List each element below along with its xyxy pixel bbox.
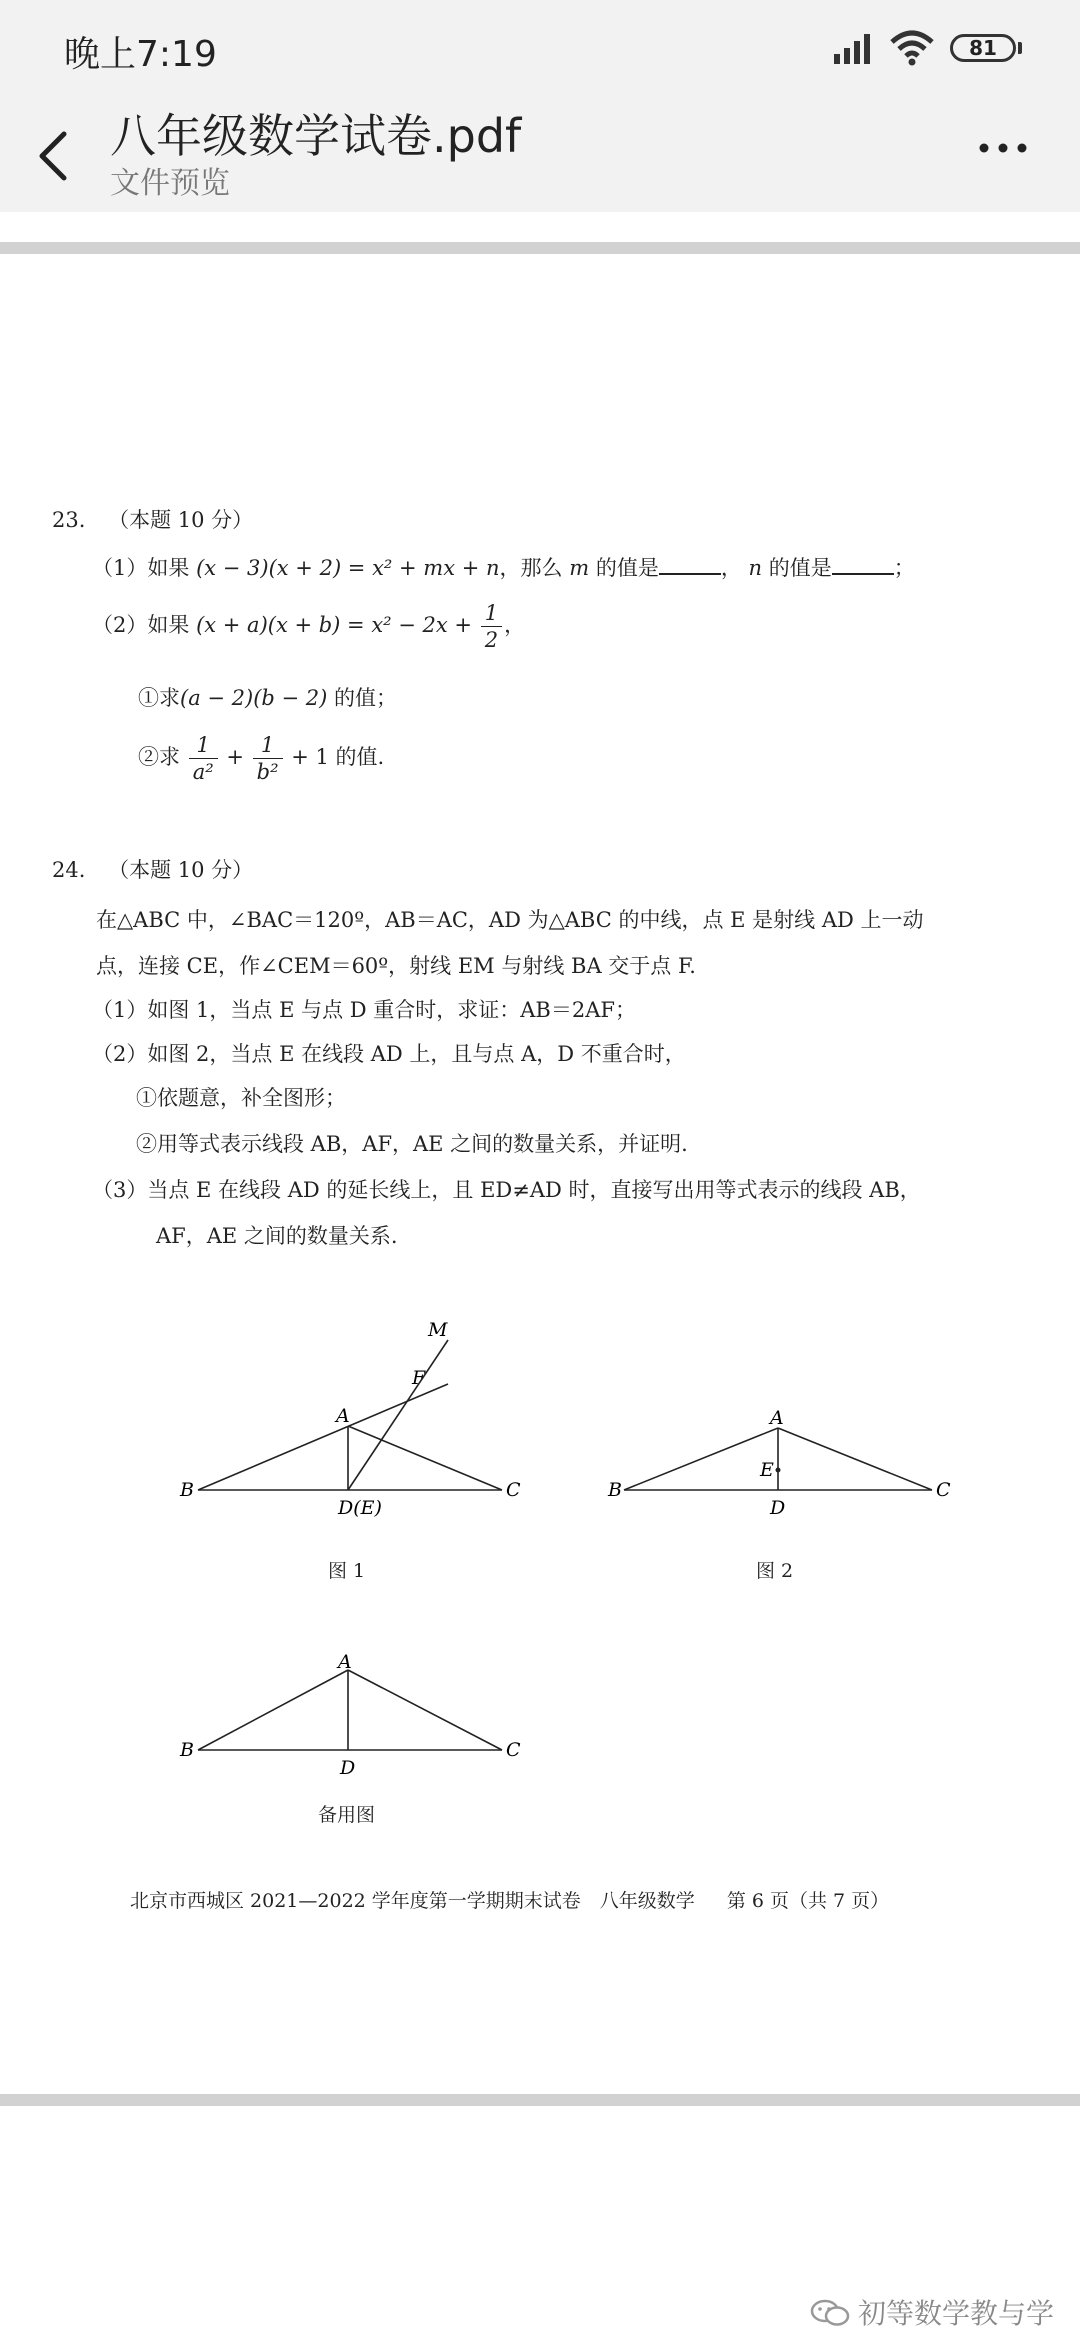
signal-icon <box>832 30 878 64</box>
footer-page-number: 第 6 页（共 7 页） <box>726 1890 890 1912</box>
q23-p2-denominator: 2 <box>484 628 499 652</box>
fig3-label-b: B <box>180 1739 194 1761</box>
battery-tip <box>1018 42 1022 54</box>
q23-p1-var-n: n <box>748 556 763 580</box>
q23-title <box>52 504 253 534</box>
fig1-label-d: D(E) <box>338 1497 382 1519</box>
q23-s2-numerator-a: 1 <box>189 732 218 759</box>
figure-2-diagram <box>600 1376 960 1519</box>
fig3-label-c: C <box>506 1739 521 1761</box>
fig3-segment-ab <box>198 1670 348 1750</box>
more-options-icon[interactable] <box>978 140 1028 156</box>
q23-p1-text-f: ； <box>893 556 915 580</box>
fig2-label-b: B <box>608 1479 622 1501</box>
q23-s2-plus: + <box>226 745 244 769</box>
q24-line5: ①依题意，补全图形； <box>136 1086 346 1110</box>
q23-p2-text-a: （2）如果 <box>92 613 190 637</box>
fig1-label-a: A <box>336 1405 350 1427</box>
q23-p1-text-d: ， <box>720 556 742 580</box>
status-bar <box>0 0 1080 100</box>
q23-p2-equation: (x + a)(x + b) = x² − 2x + <box>196 613 473 637</box>
page-footer <box>130 1886 889 1913</box>
fig2-segment-ac <box>778 1428 932 1490</box>
fig1-label-c: C <box>506 1479 521 1501</box>
q23-p1-equation: (x − 3)(x + 2) = x² + mx + n <box>196 556 500 580</box>
fig3-segment-ac <box>348 1670 502 1750</box>
q23-s2-numerator-b: 1 <box>253 732 283 759</box>
q24-line4: （2）如图 2，当点 E 在线段 AD 上，且与点 A，D 不重合时， <box>92 1042 686 1066</box>
q23-p1-text-e: 的值是 <box>768 556 832 580</box>
fig2-segment-ab <box>624 1428 778 1490</box>
fig3-label-d: D <box>340 1757 356 1779</box>
wechat-icon <box>808 2296 852 2330</box>
fig2-label-a: A <box>770 1407 784 1429</box>
q23-s1-text-b: 的值； <box>334 686 398 710</box>
figure-1-diagram <box>170 1316 550 1519</box>
q23-s2-denominator-b: b² <box>256 760 279 784</box>
fig1-ray-em <box>348 1340 448 1490</box>
watermark-text: 初等数学教与学 <box>858 2297 1055 2330</box>
figure-spare-diagram <box>170 1650 550 1779</box>
q23-p2-numerator: 1 <box>481 600 502 627</box>
q23-s2-text-a: ②求 <box>138 745 180 769</box>
file-title: 八年级数学试卷.pdf <box>110 109 522 163</box>
q24-line8: AF，AE 之间的数量关系. <box>156 1224 398 1248</box>
back-arrow-icon[interactable] <box>30 120 80 190</box>
fig2-label-e: E <box>760 1459 774 1481</box>
q24-line7: （3）当点 E 在线段 AD 的延长线上，且 ED≠AD 时，直接写出用等式表示的线段 AB， <box>92 1178 921 1202</box>
pdf-page[interactable] <box>0 256 1080 2096</box>
q23-s1-text-a: ①求 <box>138 686 180 710</box>
q23-sub2 <box>138 732 384 785</box>
q24-points: （本题 10 分） <box>108 858 254 882</box>
q23-points: （本题 10 分） <box>108 508 254 532</box>
fig2-label-d: D <box>770 1497 786 1519</box>
status-time: 晚上7:19 <box>64 34 217 75</box>
q23-p2-fraction <box>481 600 502 653</box>
q23-part2 <box>92 600 525 653</box>
fig1-label-m: M <box>428 1319 448 1341</box>
fig3-label-a: A <box>338 1651 352 1673</box>
app-header <box>0 100 1080 212</box>
figure-spare-caption: 备用图 <box>318 1804 376 1826</box>
fig2-point-e <box>776 1468 781 1473</box>
fig2-label-c: C <box>936 1479 951 1501</box>
q23-blank-n[interactable] <box>832 553 894 575</box>
fig1-label-f: F <box>412 1367 426 1389</box>
q24-line6: ②用等式表示线段 AB，AF，AE 之间的数量关系，并证明. <box>136 1132 688 1156</box>
q23-number: 23. <box>52 508 86 532</box>
q23-p1-text-b: ，那么 <box>499 556 563 580</box>
fig1-ray-ba <box>198 1384 448 1490</box>
q23-sub1 <box>138 682 397 712</box>
q23-s2-denominator-a: a² <box>192 760 214 784</box>
q24-line2: 点，连接 CE，作∠CEM＝60º，射线 EM 与射线 BA 交于点 F. <box>96 954 696 978</box>
q23-blank-m[interactable] <box>659 553 721 575</box>
q23-p2-text-b: ， <box>504 613 526 637</box>
q23-s2-fraction-a <box>189 732 218 785</box>
q23-part1 <box>92 552 915 582</box>
battery-indicator: 81 <box>950 34 1016 62</box>
q24-number: 24. <box>52 858 86 882</box>
fig1-segment-ac <box>348 1426 502 1490</box>
file-subtitle: 文件预览 <box>110 166 230 201</box>
q23-s2-text-c: + 1 的值. <box>291 745 385 769</box>
fig1-label-b: B <box>180 1479 194 1501</box>
figure-1-caption: 图 1 <box>328 1560 366 1582</box>
page-separator-bottom <box>0 2094 1080 2106</box>
q24-title <box>52 854 253 884</box>
q24-line3: （1）如图 1，当点 E 与点 D 重合时，求证：AB＝2AF； <box>92 998 636 1022</box>
footer-exam-title: 北京市西城区 2021—2022 学年度第一学期期末试卷 八年级数学 <box>130 1890 695 1912</box>
page-separator-top <box>0 242 1080 254</box>
q23-s2-fraction-b <box>253 732 283 785</box>
q23-s1-equation: (a − 2)(b − 2) <box>180 686 328 710</box>
wifi-icon <box>888 28 936 66</box>
q24-line1: 在△ABC 中，∠BAC＝120º，AB＝AC，AD 为△ABC 的中线，点 E 是射线 AD 上一动 <box>96 908 924 932</box>
q23-p1-text-a: （1）如果 <box>92 556 190 580</box>
q23-p1-var-m: m <box>569 556 590 580</box>
q23-p1-text-c: 的值是 <box>595 556 659 580</box>
figure-2-caption: 图 2 <box>756 1560 794 1582</box>
